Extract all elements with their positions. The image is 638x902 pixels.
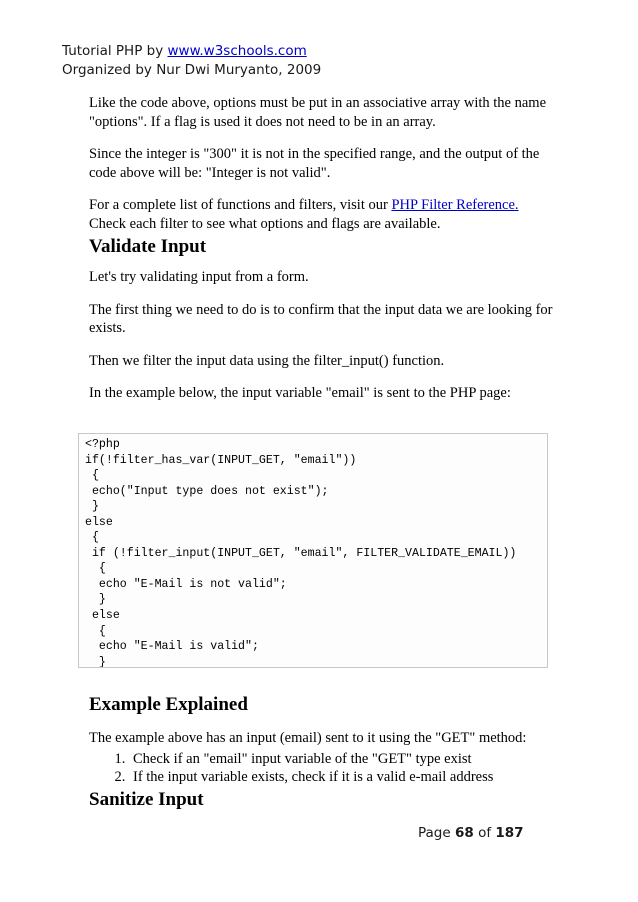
header-line-1: Tutorial PHP by www.w3schools.com — [62, 43, 307, 59]
validate-input-heading: Validate Input — [89, 236, 207, 257]
php-filter-reference-link[interactable]: PHP Filter Reference. — [391, 197, 519, 213]
list-item: 2. If the input variable exists, check if it is a valid e-mail address — [129, 768, 559, 787]
sanitize-input-heading: Sanitize Input — [89, 788, 204, 810]
intro-paragraph-3: For a complete list of functions and filters, visit our PHP Filter Reference. Check each filter to see what options and flags are available. — [89, 197, 519, 232]
explained-paragraph-1: The example above has an input (email) sent to it using the "GET" method: — [89, 730, 527, 746]
validate-paragraph-2: The first thing we need to do is to confirm that the input data we are looking for exists. — [89, 301, 553, 336]
explained-list — [89, 750, 559, 787]
list-item: 1. Check if an "email" input variable of the "GET" type exist — [129, 750, 559, 769]
validate-paragraph-3: Then we filter the input data using the filter_input() function. — [89, 352, 445, 369]
page-header — [62, 42, 321, 80]
explained-section — [89, 693, 559, 812]
code-block: <?php if(!filter_has_var(INPUT_GET, "email")) { echo("Input type does not exist"); } else { if (!filter_input(INPUT_GET, "email", FILTER_VALIDATE_EMAIL)) { echo "E-Mail is not valid"; } else { echo "E-Mail is valid"; } — [78, 433, 548, 668]
page-number: 68 — [454, 825, 474, 841]
header-line-2: Organized by Nur Dwi Muryanto, 2009 — [62, 62, 322, 78]
w3schools-link[interactable]: www.w3schools.com — [167, 43, 307, 59]
page-total: 187 — [495, 825, 524, 841]
intro-paragraph-1: Like the code above, options must be put in an associative array with the name "options". If a flag is used it does not need to be in an array. — [89, 95, 547, 130]
page-footer: Page 68 of 187 — [418, 825, 524, 841]
intro-paragraph-2: Since the integer is "300" it is not in the specified range, and the output of the code above will be: "Integer is not valid". — [89, 146, 540, 181]
example-explained-heading: Example Explained — [89, 694, 248, 715]
validate-paragraph-4: In the example below, the input variable "email" is sent to the PHP page: — [89, 385, 511, 401]
validate-paragraph-1: Let's try validating input from a form. — [89, 269, 309, 285]
page-content — [89, 94, 559, 403]
